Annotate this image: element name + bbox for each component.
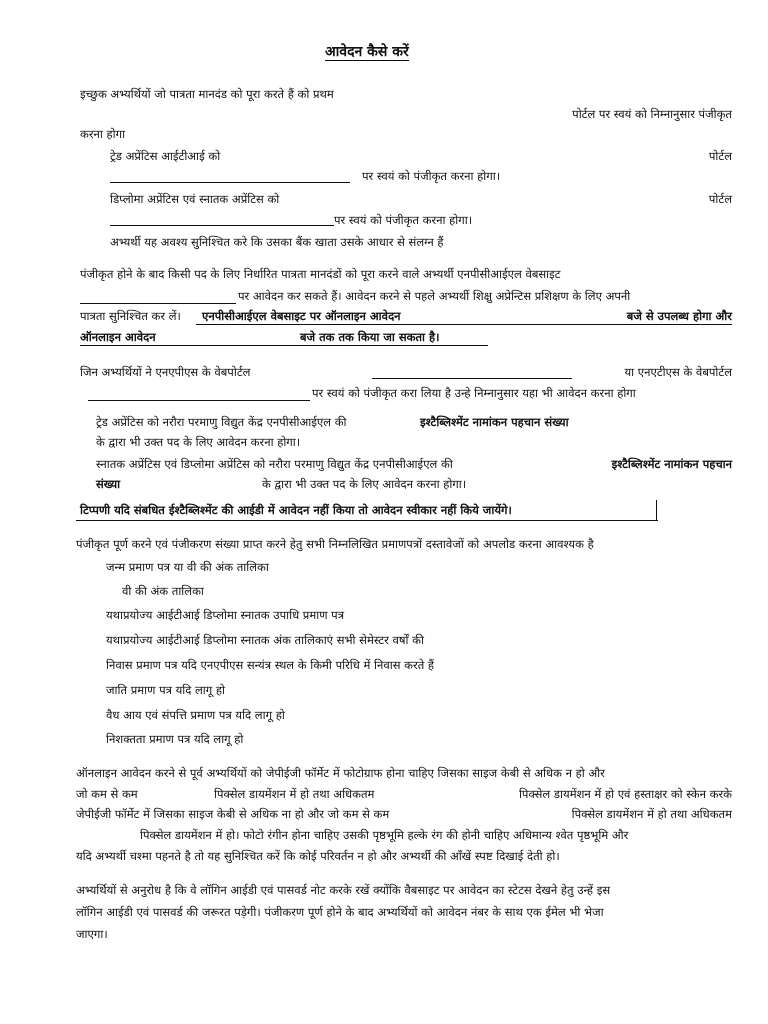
intro-line-2: पोर्टल पर स्वयं को निम्नानुसार पंजीकृत [572, 107, 732, 121]
trade-est-b: इश्टैब्लिश्मेंट नामांकन पहचान संख्या [420, 415, 569, 429]
note-text: टिप्पणी यदि संबधित ईश्टैब्लिश्मेंट की आईडी में आवेदन नहीं किया तो आवेदन स्वीकार नहीं किये जायेंगे। [80, 503, 512, 517]
para2-underline-1 [196, 324, 732, 325]
para2-line-4b: बजे तक तक किया जा सकता है। [300, 330, 440, 344]
photo-line-5: यदि अभ्यर्थी चश्मा पहनते है तो यह सुनिश्चित करें कि कोई परिवर्तन न हो और अभ्यर्थी की आँखें स्पष्ट दिखाई देती हो। [76, 849, 560, 863]
doc-item: वी की अंक तालिका [122, 584, 204, 598]
note-underline [76, 520, 658, 521]
para3-blank-1 [372, 378, 572, 379]
para3-line-2: पर स्वयं को पंजीकृत करा लिया है उन्हे निम्नानुसार यहा भी आवेदन करना होगा [312, 386, 636, 400]
doc-item: यथाप्रयोज्य आईटीआई डिप्लोमा स्नातक अंक तालिकाएं सभी सेमेस्टर वर्षों की [106, 633, 424, 647]
para2-line-3a: पात्रता सुनिश्चित कर लें। [80, 309, 181, 323]
doc-item: यथाप्रयोज्य आईटीआई डिप्लोमा स्नातक उपाधि प्रमाण पत्र [106, 608, 345, 622]
bank-note: अभ्यर्थी यह अवश्य सुनिश्चित करे कि उसका बैंक खाता उसके आधार से संलग्न हैं [110, 235, 444, 249]
note-rule [656, 500, 657, 520]
diploma-line-2: पर स्वयं को पंजीकृत करना होगा। [334, 213, 473, 227]
grad-est-c: संख्या [96, 477, 121, 491]
diploma-line-1: डिप्लोमा अप्रेंटिस एवं स्नातक अप्रेंटिस को [110, 192, 280, 206]
photo-line-2c: पिक्सेल डायमेंशन में हो एवं हस्ताक्षर को स्केन करके [518, 787, 732, 801]
para2-line-4a: ऑनलाइन आवेदन [80, 330, 156, 344]
doc-item: जाति प्रमाण पत्र यदि लागू हो [106, 683, 226, 697]
doc-item: जन्म प्रमाण पत्र या वी की अंक तालिका [106, 560, 269, 574]
trade-est-c: के द्वारा भी उक्त पद के लिए आवेदन करना होगा। [96, 435, 301, 449]
trade-line-1: ट्रेड अप्रेंटिस आईटीआई को [110, 149, 221, 163]
para2-line-3b: एनपीसीआईएल वेबसाइट पर ऑनलाइन आवेदन [202, 309, 401, 323]
diploma-blank [110, 225, 334, 226]
para2-line-2: पर आवेदन कर सकते हैं। आवेदन करने से पहले अभ्यर्थी शिक्षु अप्रेन्टिस प्रशिक्षण के लिए अपनी [238, 289, 631, 303]
login-line-2: लॉगिन आईडी एवं पासवर्ड की जरूरत पड़ेगी। पंजीकरण पूर्ण होने के बाद अभ्यर्थियों को आवेदन नंबर के साथ एक ईमेल भी भेजा [76, 905, 604, 919]
trade-line-2: पर स्वयं को पंजीकृत करना होगा। [362, 169, 501, 183]
login-line-1: अभ्यर्थियों से अनुरोध है कि वे लॉगिन आईडी एवं पासवर्ड नोट करके रखें क्योंकि वैबसाइट पर आवेदन का स्टेटस देखने हेतु उन्हें इस [76, 883, 611, 897]
grad-est-a: स्नातक अप्रेंटिस एवं डिप्लोमा अप्रेंटिस को नरौरा परमाणु विद्युत केंद्र एनपीसीआईएल की [96, 457, 453, 471]
page-title: आवेदन कैसे करें [325, 44, 409, 60]
para3-line-1a: जिन अभ्यर्थियों ने एनएपीएस के वेबपोर्टल [80, 365, 251, 379]
photo-line-2b: पिक्सेल डायमेंशन में हो तथा अधिकतम [214, 787, 375, 801]
para3-blank-2 [88, 400, 310, 401]
intro-line-1: इच्छुक अभ्यर्थियों जो पात्रता मानदंड को पूरा करते हैं को प्रथम [80, 87, 334, 101]
photo-line-3b: पिक्सेल डायमेंशन में हो तथा अधिकतम [571, 807, 732, 821]
para2-blank [80, 303, 236, 304]
photo-line-2a: जो कम से कम [76, 787, 138, 801]
docs-intro: पंजीकृत पूर्ण करने एवं पंजीकरण संख्या प्राप्त करने हेतु सभी निम्नलिखित प्रमाणपत्रों दस्तावेजों को अपलोड करना आवश्यक है [76, 537, 594, 551]
para3-line-1b: या एनएटीएस के वेबपोर्टल [624, 365, 732, 379]
para2-line-1: पंजीकृत होने के बाद किसी पद के लिए निर्धारित पात्रता मानदंडों को पूरा करने वाले अभ्यर्थी एनपीसीआईएल वेबसाइट [80, 267, 561, 281]
intro-line-3: करना होगा [80, 127, 126, 141]
photo-line-4: पिक्सेल डायमेंशन में हो। फोटो रंगीन होना चाहिए उसकी पृष्ठभूमि हल्के रंग की होनी चाहिए अधिमान्य श्वेत पृष्ठभूमि और [140, 828, 629, 842]
diploma-portal: पोर्टल [708, 192, 732, 206]
trade-est-a: ट्रेड अप्रेंटिस को नरौरा परमाणु विद्युत केंद्र एनपीसीआईएल की [96, 415, 347, 429]
doc-item: वैध आय एवं संपत्ति प्रमाण पत्र यदि लागू हो [106, 708, 285, 722]
grad-est-d: के द्वारा भी उक्त पद के लिए आवेदन करना होगा। [262, 477, 467, 491]
para2-underline-2 [80, 345, 488, 346]
photo-line-1: ऑनलाइन आवेदन करने से पूर्व अभ्यर्थियों को जेपीईजी फॉर्मेट में फोटोग्राफ होना चाहिए जिसका साइज केबी से अधिक न हो और [76, 766, 605, 780]
photo-line-3a: जेपीईजी फॉर्मेट में जिसका साइज केबी से अधिक ना हो और जो कम से कम [76, 807, 390, 821]
para2-line-3c: बजे से उपलब्ध होगा और [626, 309, 732, 323]
doc-item: निवास प्रमाण पत्र यदि एनएपीएस सन्यंत्र स्थल के किमी परिधि में निवास करते हैं [106, 658, 435, 672]
trade-portal: पोर्टल [708, 149, 732, 163]
doc-item: निशक्तता प्रमाण पत्र यदि लागू हो [106, 732, 244, 746]
login-line-3: जाएगा। [76, 927, 108, 941]
grad-est-b: इश्टैब्लिश्मेंट नामांकन पहचान [611, 457, 732, 471]
trade-blank [110, 182, 350, 183]
